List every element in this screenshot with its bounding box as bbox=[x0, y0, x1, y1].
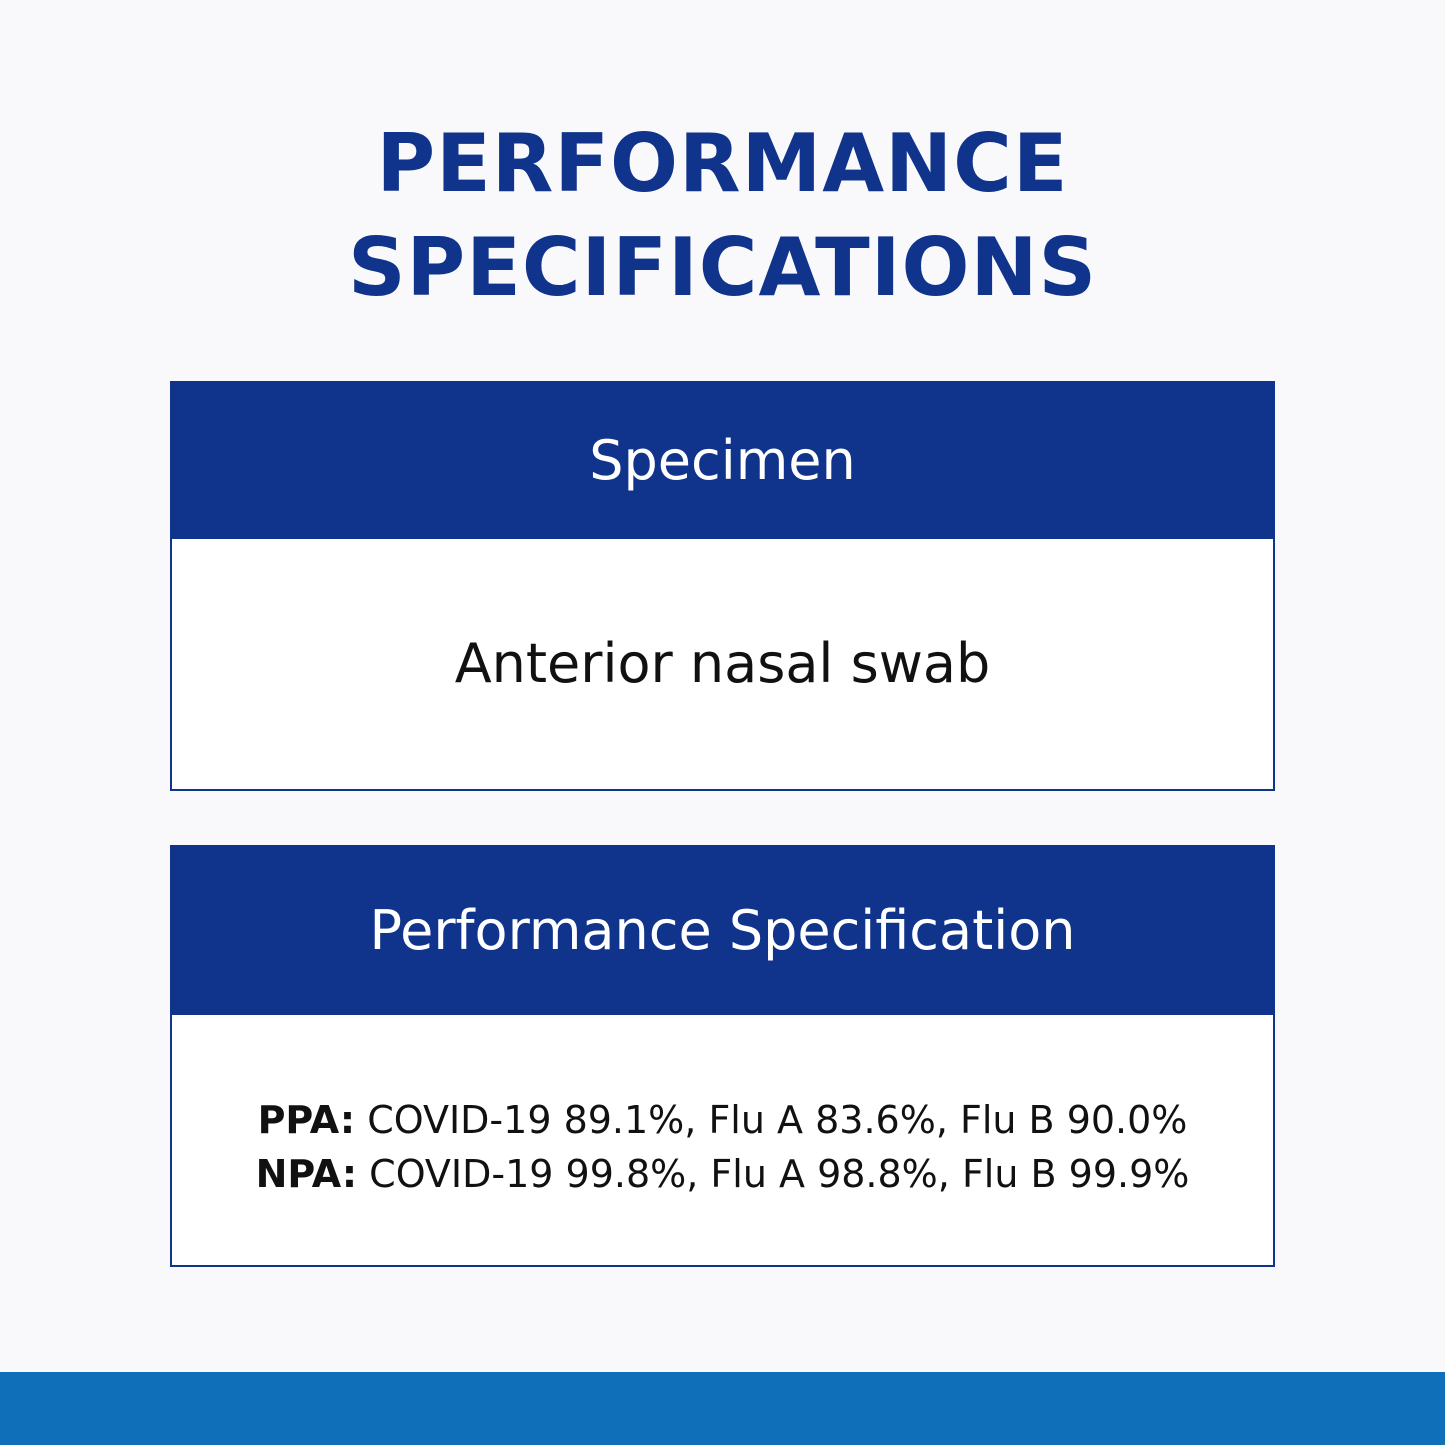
bottom-accent-bar bbox=[0, 1372, 1445, 1445]
page-title-line-2: SPECIFICATIONS bbox=[347, 221, 1098, 314]
ppa-value: COVID-19 89.1%, Flu A 83.6%, Flu B 90.0% bbox=[355, 1098, 1188, 1142]
page-title-line-1: PERFORMANCE bbox=[376, 117, 1069, 210]
npa-line bbox=[172, 1147, 1273, 1201]
performance-header: Performance Specification bbox=[172, 847, 1273, 1015]
npa-value: COVID-19 99.8%, Flu A 98.8%, Flu B 99.9% bbox=[357, 1152, 1190, 1196]
specimen-value: Anterior nasal swab bbox=[454, 632, 991, 695]
ppa-label: PPA: bbox=[257, 1098, 356, 1142]
specimen-header: Specimen bbox=[172, 383, 1273, 539]
specimen-card bbox=[170, 381, 1275, 791]
page-title bbox=[0, 112, 1445, 320]
npa-label: NPA: bbox=[255, 1152, 358, 1196]
performance-card bbox=[170, 845, 1275, 1267]
ppa-line bbox=[172, 1093, 1273, 1147]
performance-body bbox=[172, 1015, 1273, 1265]
